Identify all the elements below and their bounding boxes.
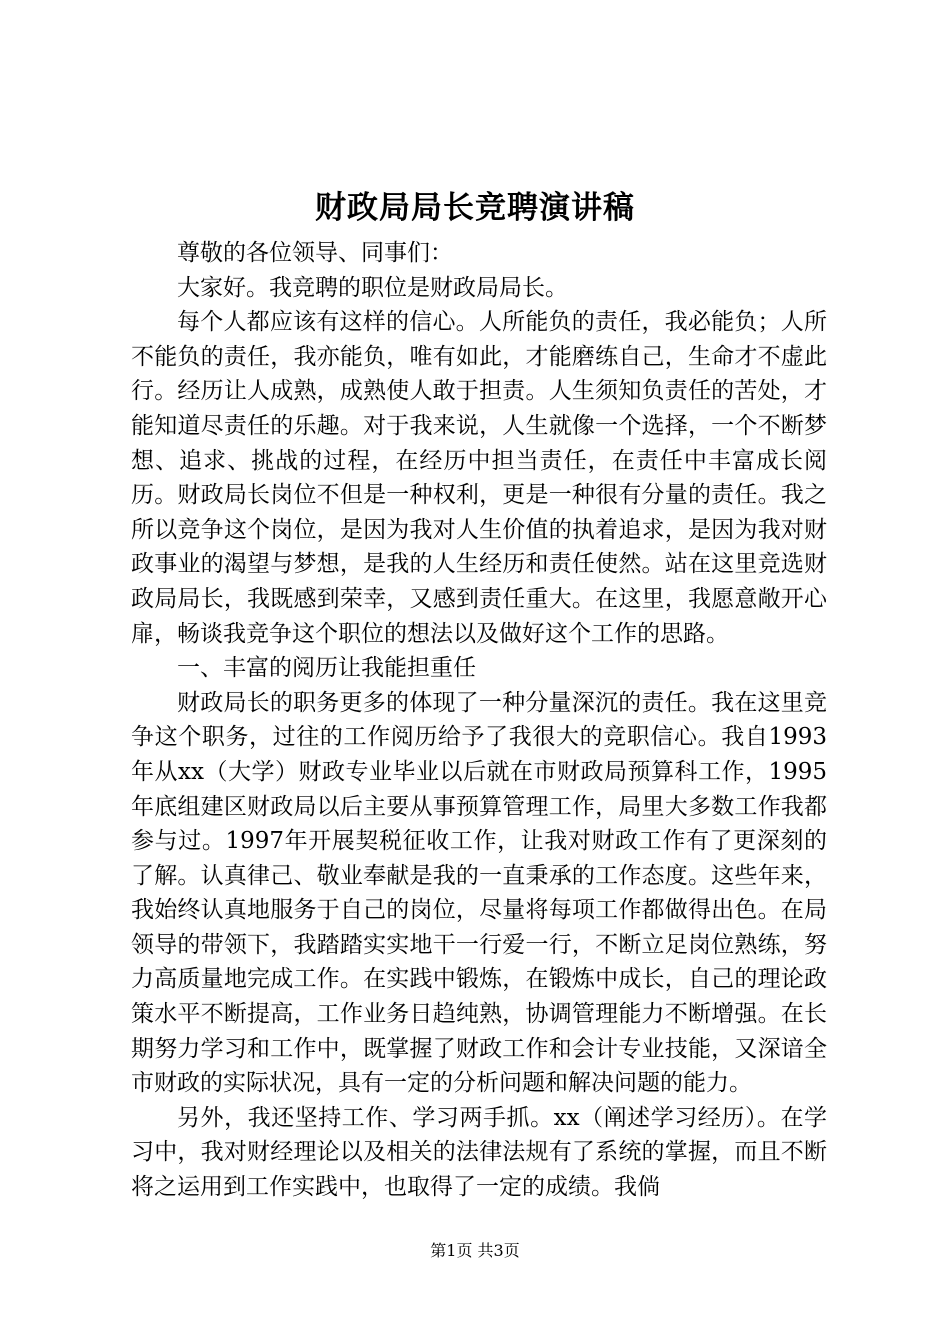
paragraph-salutation: 尊敬的各位领导、同事们： xyxy=(177,240,453,266)
document-body xyxy=(131,236,827,1205)
paragraph-study: 另外，我还坚持工作、学习两手抓。xx（阐述学习经历）。在学习中，我对财经理论以及相关的法律法规有了系统的掌握，而且不断将之运用到工作实践中，也取得了一定的成绩。我倘 xyxy=(131,1104,827,1201)
paragraph-experience: 财政局长的职务更多的体现了一种分量深沉的责任。我在这里竞争这个职务，过往的工作阅历给予了我很大的竞职信心。我自1993年从xx（大学）财政专业毕业以后就在市财政局预算科工作，1995年底组建区财政局以后主要从事预算管理工作，局里大多数工作我都参与过。1997年开展契税征收工作，让我对财政工作有了更深刻的了解。认真律己、敬业奉献是我的一直秉承的工作态度。这些年来，我始终认真地服务于自己的岗位，尽量将每项工作都做得出色。在局领导的带领下，我踏踏实实地干一行爱一行，不断立足岗位熟练，努力高质量地完成工作。在实践中锻炼，在锻炼中成长，自己的理论政策水平不断提高，工作业务日趋纯熟，协调管理能力不断增强。在长期努力学习和工作中，既掌握了财政工作和会计专业技能，又深谙全市财政的实际状况，具有一定的分析问题和解决问题的能力。 xyxy=(131,689,827,1097)
page-number-footer: 第1页 共3页 xyxy=(430,1241,520,1260)
document-title: 财政局局长竞聘演讲稿 xyxy=(315,190,635,226)
paragraph-greeting: 大家好。我竞聘的职位是财政局局长。 xyxy=(177,274,568,301)
section-heading: 一、丰富的阅历让我能担重任 xyxy=(177,655,476,682)
paragraph-intro: 每个人都应该有这样的信心。人所能负的责任，我必能负；人所不能负的责任，我亦能负，唯有如此，才能磨练自己，生命才不虚此行。经历让人成熟，成熟使人敢于担责。人生须知负责任的苦处，才能知道尽责任的乐趣。对于我来说，人生就像一个选择，一个不断梦想、追求、挑战的过程，在经历中担当责任，在责任中丰富成长阅历。财政局长岗位不但是一种权利，更是一种很有分量的责任。我之所以竞争这个岗位，是因为我对人生价值的执着追求，是因为我对财政事业的渴望与梦想，是我的人生经历和责任使然。站在这里竞选财政局局长，我既感到荣幸，又感到责任重大。在这里，我愿意敞开心扉，畅谈我竞争这个职位的想法以及做好这个工作的思路。 xyxy=(131,309,827,647)
